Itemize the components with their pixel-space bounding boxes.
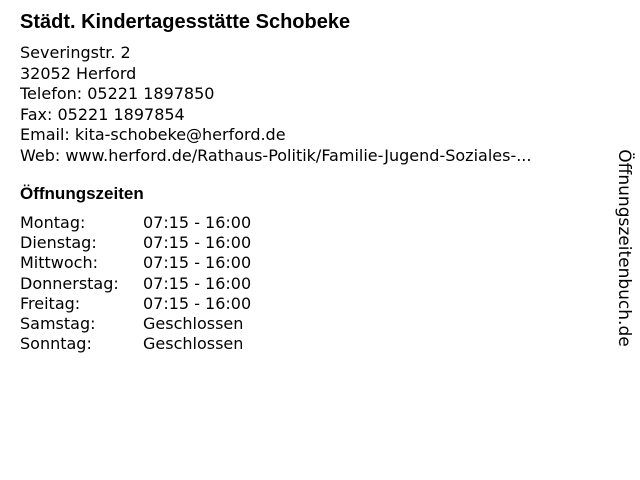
fax-line: Fax: 05221 1897854 [20, 104, 185, 124]
day-label: Freitag: [20, 293, 81, 313]
day-label: Samstag: [20, 314, 96, 334]
brand-watermark: Öffnungszeitenbuch.de [614, 149, 634, 347]
email-line: Email: kita-schobeke@herford.de [20, 125, 286, 144]
hours-heading: Öffnungszeiten [20, 184, 144, 203]
day-label: Donnerstag: [20, 273, 119, 293]
hours-row-monday [20, 213, 251, 233]
hours-row-saturday [20, 314, 251, 334]
time-value: 07:15 - 16:00 [143, 293, 252, 313]
hours-row-friday [20, 294, 251, 314]
time-value: 07:15 - 16:00 [143, 213, 252, 232]
hours-row-wednesday [20, 253, 251, 273]
street-line: Severingstr. 2 [20, 43, 131, 62]
time-value: 07:15 - 16:00 [143, 233, 252, 253]
address-block [20, 43, 592, 166]
hours-table [20, 213, 251, 354]
hours-row-tuesday [20, 233, 251, 253]
web-line: Web: www.herford.de/Rathaus-Politik/Familie-Jugend-Soziales-... [20, 145, 532, 165]
time-value: 07:15 - 16:00 [143, 273, 252, 293]
hours-row-thursday [20, 274, 251, 294]
time-value: 07:15 - 16:00 [143, 253, 252, 273]
page-title: Städt. Kindertagesstätte Schobeke [20, 11, 351, 33]
time-value: Geschlossen [143, 314, 244, 334]
day-label: Montag: [20, 213, 86, 232]
city-line: 32052 Herford [20, 63, 137, 83]
time-value: Geschlossen [143, 334, 244, 354]
phone-line: Telefon: 05221 1897850 [20, 84, 215, 103]
day-label: Sonntag: [20, 334, 92, 354]
day-label: Mittwoch: [20, 253, 98, 273]
hours-row-sunday [20, 334, 251, 354]
day-label: Dienstag: [20, 233, 97, 253]
